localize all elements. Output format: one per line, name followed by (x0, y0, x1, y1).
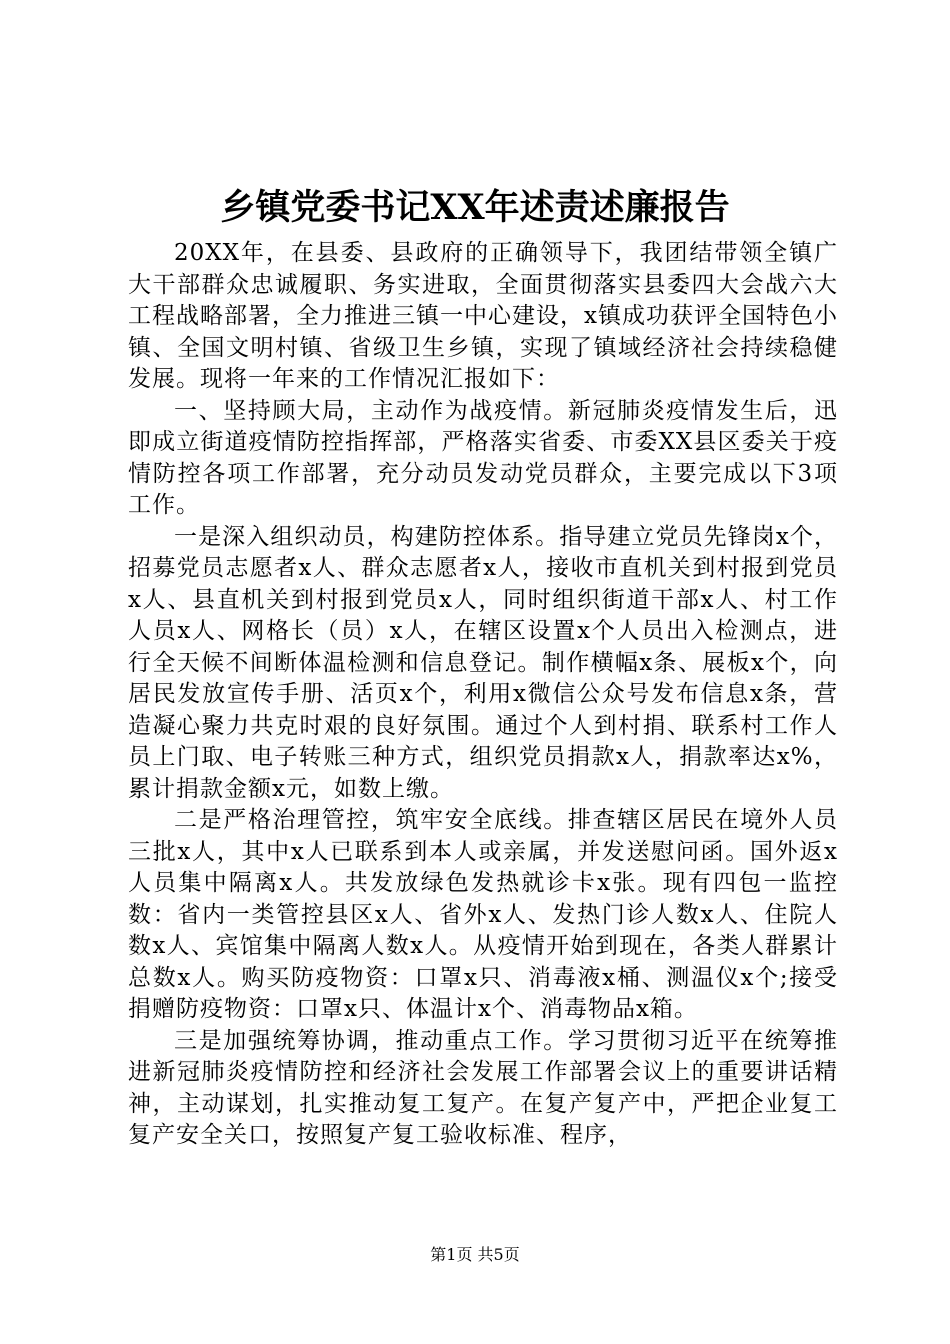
paragraph-item-1: 一是深入组织动员，构建防控体系。指导建立党员先锋岗x个，招募党员志愿者x人、群众志愿者x人，接收市直机关到村报到党员x人、县直机关到村报到党员x人，同时组织街道干部x人、村工作人员x人、网格长（员）x人，在辖区设置x个人员出入检测点，进行全天候不间断体温检测和信息登记。制作横幅x条、展板x个，向居民发放宣传手册、活页x个，利用x微信公众号发布信息x条，营造凝心聚力共克时艰的良好氛围。通过个人到村捐、联系村工作人员上门取、电子转账三种方式，组织党员捐款x人，捐款率达x%，累计捐款金额x元，如数上缴。 (128, 523, 838, 802)
paragraph-item-2: 二是严格治理管控，筑牢安全底线。排查辖区居民在境外人员三批x人，其中x人已联系到本人或亲属，并发送慰问函。国外返x人员集中隔离x人。共发放绿色发热就诊卡x张。现有四包一监控数：省内一类管控县区x人、省外x人、发热门诊人数x人、住院人数x人、宾馆集中隔离人数x人。从疫情开始到现在，各类人群累计总数x人。购买防疫物资：口罩x只、消毒液x桶、测温仪x个;接受捐赠防疫物资：口罩x只、体温计x个、消毒物品x箱。 (128, 807, 838, 1022)
paragraph-section-1: 一、坚持顾大局，主动作为战疫情。新冠肺炎疫情发生后，迅即成立街道疫情防控指挥部，严格落实省委、市委XX县区委关于疫情防控各项工作部署，充分动员发动党员群众，主要完成以下3项工作。 (128, 397, 838, 518)
page-number-footer: 第1页 共5页 (430, 1245, 520, 1264)
document-title: 乡镇党委书记XX年述责述廉报告 (220, 187, 730, 228)
paragraph-intro: 20XX年，在县委、县政府的正确领导下，我团结带领全镇广大干部群众忠诚履职、务实进取，全面贯彻落实县委四大会战六大工程战略部署，全力推进三镇一中心建设，x镇成功获评全国特色小镇、全国文明村镇、省级卫生乡镇，实现了镇域经济社会持续稳健发展。现将一年来的工作情况汇报如下： (128, 240, 838, 392)
paragraph-item-3: 三是加强统筹协调，推动重点工作。学习贯彻习近平在统筹推进新冠肺炎疫情防控和经济社会发展工作部署会议上的重要讲话精神，主动谋划，扎实推动复工复产。在复产复产中，严把企业复工复产安全关口，按照复产复工验收标准、程序， (128, 1027, 838, 1148)
document-body (128, 238, 838, 1152)
